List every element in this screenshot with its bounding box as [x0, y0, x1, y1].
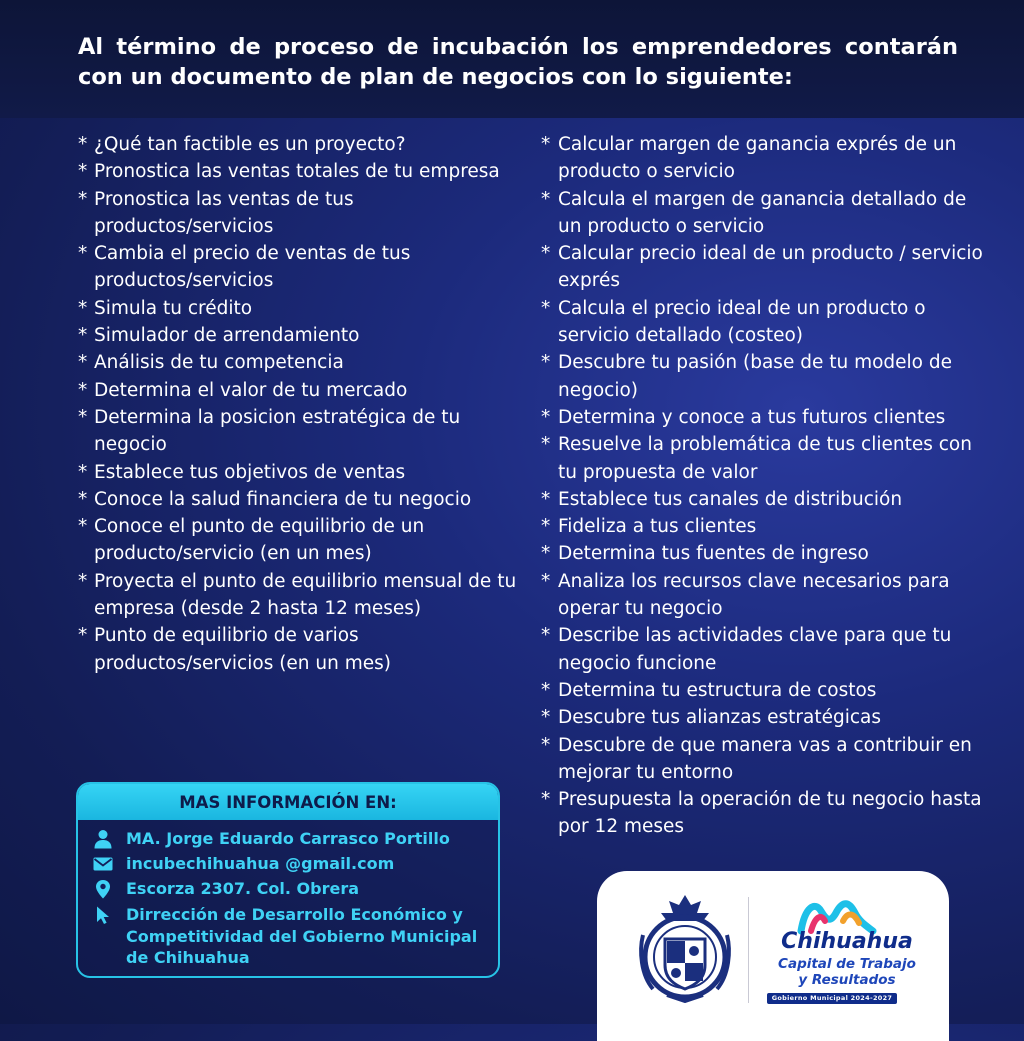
- bullet-marker: *: [78, 406, 88, 428]
- bullet-marker: *: [78, 379, 88, 401]
- brand-slogan-2: y Resultados: [798, 972, 896, 988]
- bullet-marker: *: [78, 161, 88, 183]
- bullet-marker: *: [78, 488, 88, 510]
- bullet-marker: *: [541, 543, 551, 565]
- left-feature-item: [78, 486, 518, 513]
- right-feature-item-text: Calcular margen de ganancia exprés de un producto o servicio: [558, 134, 957, 183]
- bullet-marker: *: [541, 434, 551, 456]
- left-feature-item-text: Determina la posicion estratégica de tu negocio: [94, 406, 461, 456]
- contact-department-row: [92, 904, 488, 969]
- left-feature-item-text: Cambia el precio de ventas de tus productos/servicios: [94, 243, 411, 292]
- left-feature-item: [78, 404, 518, 459]
- left-feature-item: [78, 322, 518, 349]
- right-feature-item: [541, 349, 991, 404]
- left-feature-item: [78, 158, 518, 185]
- bullet-marker: *: [78, 570, 88, 592]
- right-feature-item: [541, 513, 991, 540]
- contact-info-heading: MAS INFORMACIÓN EN:: [78, 784, 498, 820]
- left-feature-item-text: Pronostica las ventas de tus productos/servicios: [94, 188, 354, 237]
- right-feature-item-text: Descubre de que manera vas a contribuir en mejorar tu entorno: [558, 734, 972, 783]
- contact-department: Dirrección de Desarrollo Económico y Competitividad del Gobierno Municipal de Chihuahua: [126, 905, 478, 967]
- right-feature-item-text: Resuelve la problemática de tus clientes con tu propuesta de valor: [558, 434, 972, 483]
- right-feature-item: [541, 732, 991, 787]
- left-feature-item: [78, 459, 518, 486]
- location-pin-icon: [92, 879, 114, 899]
- bullet-marker: *: [541, 789, 551, 811]
- left-feature-item: [78, 568, 518, 623]
- right-feature-item: [541, 786, 991, 841]
- right-feature-item: [541, 186, 991, 241]
- bullet-marker: *: [541, 516, 551, 538]
- right-feature-item: [541, 404, 991, 431]
- right-feature-item: [541, 568, 991, 623]
- contact-person-row: [92, 828, 488, 850]
- left-feature-item: [78, 349, 518, 376]
- bullet-marker: *: [78, 461, 88, 483]
- bullet-marker: *: [541, 297, 551, 319]
- left-feature-item-text: Conoce la salud financiera de tu negocio: [94, 488, 472, 510]
- right-feature-item-text: Calcular precio ideal de un producto / servicio exprés: [558, 243, 983, 292]
- contact-email[interactable]: incubechihuahua @gmail.com: [126, 854, 395, 873]
- right-feature-item-text: Establece tus canales de distribución: [558, 488, 903, 510]
- bullet-marker: *: [541, 134, 551, 155]
- right-feature-item-text: Analiza los recursos clave necesarios para operar tu negocio: [558, 570, 950, 620]
- bullet-marker: *: [78, 325, 88, 347]
- cursor-arrow-icon: [92, 905, 114, 925]
- right-feature-item: [541, 622, 991, 677]
- left-feature-item-text: Simulador de arrendamiento: [94, 325, 360, 347]
- right-feature-item-text: Calcula el precio ideal de un producto o servicio detallado (costeo): [558, 297, 926, 347]
- bullet-marker: *: [78, 134, 88, 155]
- bullet-marker: *: [78, 625, 88, 647]
- bullet-marker: *: [78, 516, 88, 538]
- bullet-marker: *: [78, 188, 88, 210]
- left-feature-item-text: Pronostica las ventas totales de tu empresa: [94, 161, 500, 183]
- right-feature-item-text: Describe las actividades clave para que tu negocio funcione: [558, 625, 952, 674]
- left-feature-item: [78, 295, 518, 322]
- left-feature-item-text: Punto de equilibrio de varios productos/servicios (en un mes): [94, 625, 392, 674]
- bullet-marker: *: [541, 243, 551, 265]
- right-feature-item-text: Determina tu estructura de costos: [558, 679, 877, 701]
- left-feature-item: [78, 186, 518, 241]
- left-feature-item-text: Conoce el punto de equilibrio de un producto/servicio (en un mes): [94, 516, 425, 565]
- right-feature-item: [541, 295, 991, 350]
- bullet-marker: *: [541, 734, 551, 756]
- brand-period-bar: Gobierno Municipal 2024-2027: [767, 993, 897, 1004]
- right-feature-item-text: Descubre tus alianzas estratégicas: [558, 707, 881, 729]
- left-feature-item: [78, 240, 518, 295]
- bullet-marker: *: [541, 188, 551, 210]
- left-feature-item-text: Proyecta el punto de equilibrio mensual de tu empresa (desde 2 hasta 12 meses): [94, 570, 517, 620]
- left-feature-item: [78, 131, 518, 158]
- bullet-marker: *: [541, 625, 551, 647]
- right-feature-item: [541, 431, 991, 486]
- bullet-marker: *: [541, 679, 551, 701]
- bullet-marker: *: [78, 297, 88, 319]
- left-feature-item: [78, 622, 518, 677]
- right-feature-item-text: Fideliza a tus clientes: [558, 516, 757, 538]
- right-feature-item: [541, 704, 991, 731]
- left-feature-item-text: Simula tu crédito: [94, 297, 253, 319]
- bullet-marker: *: [541, 406, 551, 428]
- contact-address-row: [92, 878, 488, 900]
- bullet-marker: *: [78, 243, 88, 265]
- right-feature-item-text: Descubre tu pasión (base de tu modelo de negocio): [558, 352, 953, 401]
- right-feature-item: [541, 677, 991, 704]
- left-feature-item-text: Establece tus objetivos de ventas: [94, 461, 406, 483]
- brand-slogan-1: Capital de Trabajo: [778, 956, 916, 972]
- municipal-seal-logo: [637, 891, 733, 1003]
- left-feature-list: [78, 131, 518, 677]
- person-icon: [92, 829, 114, 849]
- left-feature-item-text: Determina el valor de tu mercado: [94, 379, 408, 401]
- left-feature-item-text: ¿Qué tan factible es un proyecto?: [94, 134, 406, 155]
- header-band: [0, 0, 1024, 118]
- right-feature-item-text: Presupuesta la operación de tu negocio hasta por 12 meses: [558, 789, 982, 838]
- page-title: Al término de proceso de incubación los emprendedores contarán con un documento de plan de negocios con lo siguiente:: [78, 34, 958, 90]
- bullet-marker: *: [78, 352, 88, 374]
- logo-divider: [748, 897, 749, 1003]
- right-feature-item-text: Determina y conoce a tus futuros clientes: [558, 406, 946, 428]
- bullet-marker: *: [541, 707, 551, 729]
- left-feature-item-text: Análisis de tu competencia: [94, 352, 344, 374]
- right-feature-list: [541, 131, 991, 841]
- contact-info-box: [76, 782, 500, 978]
- bullet-marker: *: [541, 570, 551, 592]
- bullet-marker: *: [541, 488, 551, 510]
- right-feature-item: [541, 486, 991, 513]
- right-feature-item-text: Determina tus fuentes de ingreso: [558, 543, 869, 565]
- contact-address: Escorza 2307. Col. Obrera: [126, 879, 360, 898]
- logo-card: [597, 871, 949, 1041]
- contact-email-row: [92, 853, 488, 875]
- brand-name: Chihuahua: [781, 929, 913, 954]
- right-feature-item: [541, 131, 991, 186]
- bullet-marker: *: [541, 352, 551, 374]
- right-feature-item: [541, 240, 991, 295]
- left-feature-item: [78, 513, 518, 568]
- envelope-icon: [92, 854, 114, 874]
- right-feature-item: [541, 540, 991, 567]
- left-feature-item: [78, 377, 518, 404]
- right-feature-item-text: Calcula el margen de ganancia detallado de un producto o servicio: [558, 188, 967, 237]
- contact-person: MA. Jorge Eduardo Carrasco Portillo: [126, 829, 450, 848]
